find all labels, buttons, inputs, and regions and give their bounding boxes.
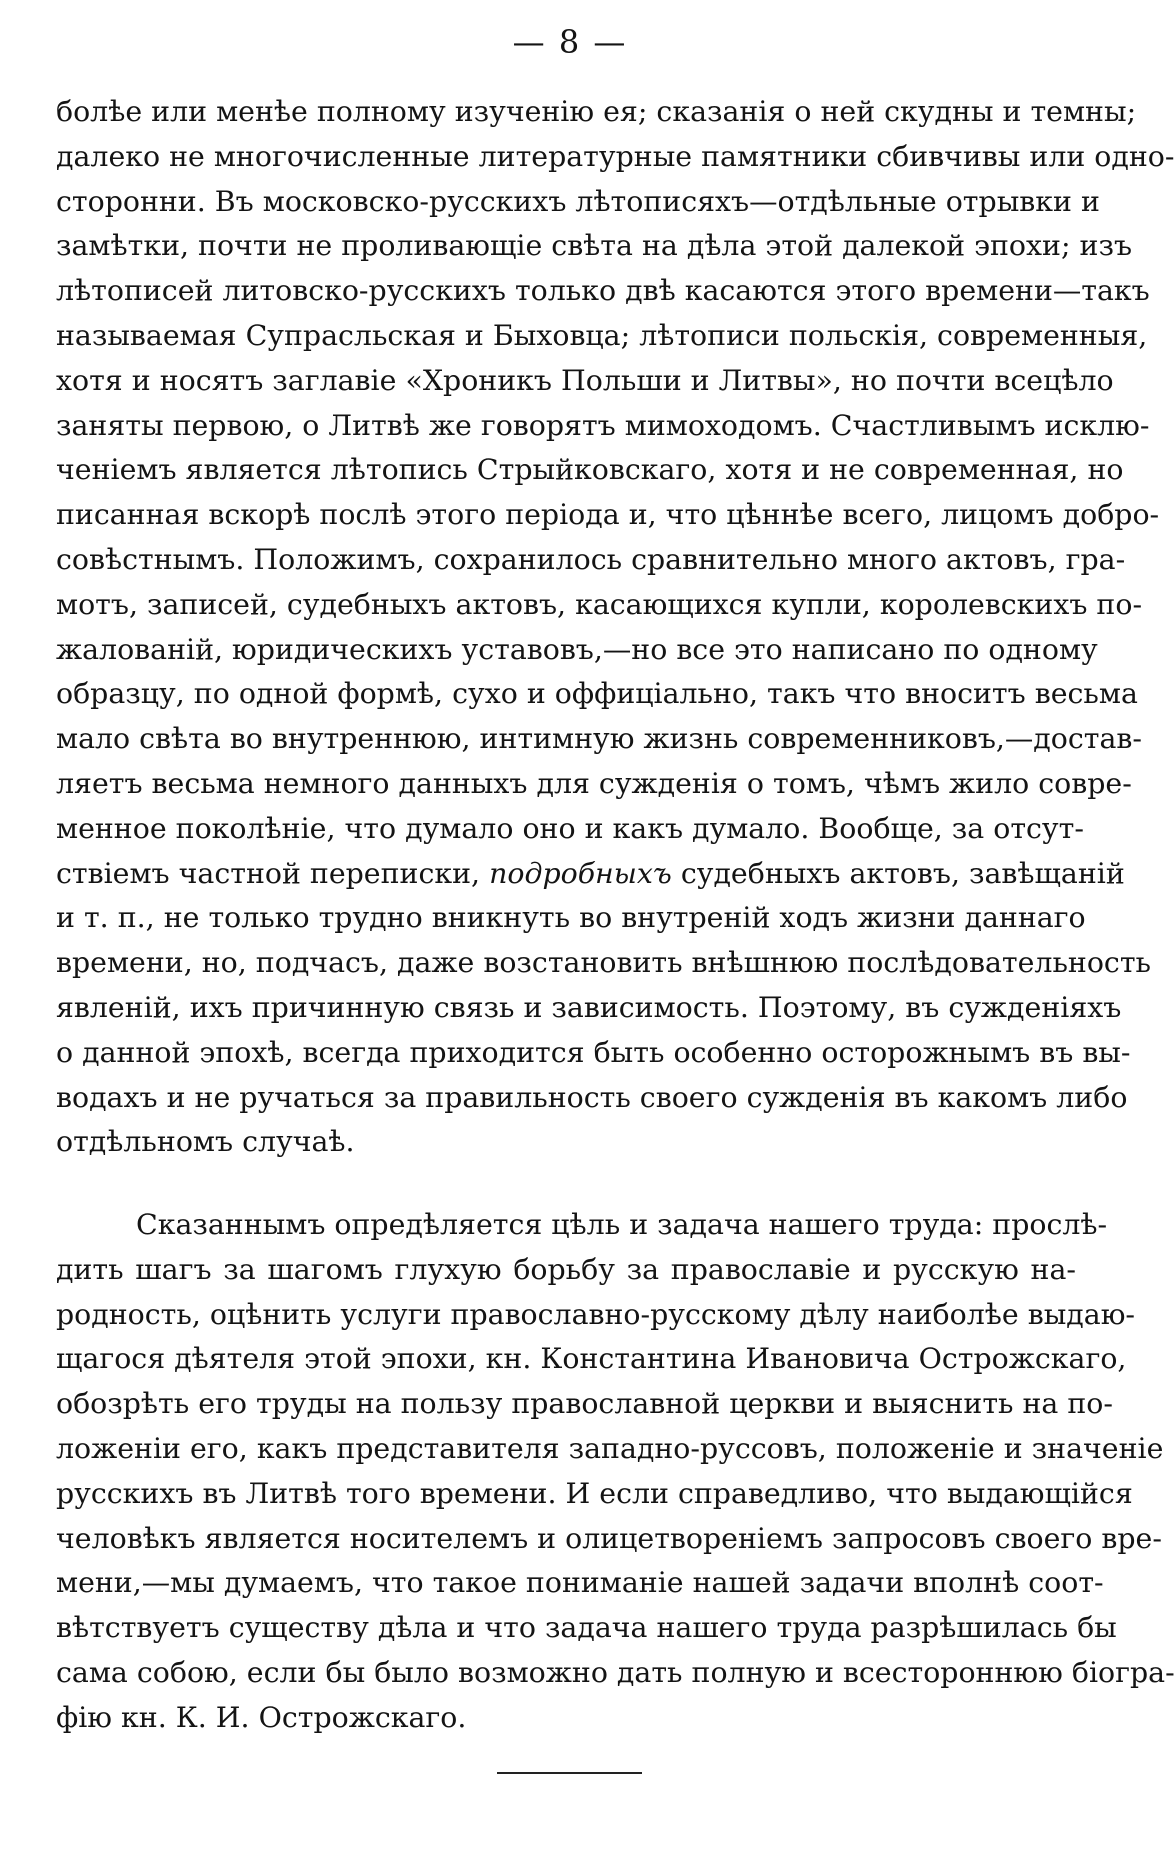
text-line: фію кн. К. И. Острожскаго. [56,1700,467,1734]
text-line: совѣстнымъ. Положимъ, сохранилось сравнительно много актовъ, гра- [56,542,1126,576]
text-line: и т. п., не только трудно вникнуть во внутреній ходъ жизни даннаго [56,901,1086,935]
text-line: называемая Супрасльская и Быховца; лѣтописи польскія, современныя, [56,318,1148,352]
text-line: водахъ и не ручаться за правильность своего сужденія въ какомъ либо [56,1080,1128,1114]
text-line: о данной эпохѣ, всегда приходится быть особенно осторожнымъ въ вы- [56,1035,1131,1069]
text-line-with-italic [56,852,1125,897]
text-line: щагося дѣятеля этой эпохи, кн. Константина Ивановича Острожскаго, [56,1342,1127,1376]
text-line: замѣтки, почти не проливающіе свѣта на дѣла этой далекой эпохи; изъ [56,229,1133,263]
text-line: писанная вскорѣ послѣ этого періода и, что цѣннѣе всего, лицомъ добро- [56,498,1160,532]
text-line: ложеніи его, какъ представителя западно-руссовъ, положеніе и значеніе [56,1431,1164,1465]
text-line: ляетъ весьма немного данныхъ для сужденія о томъ, чѣмъ жило совре- [56,766,1132,800]
text-line: сама собою, если бы было возможно дать полную и всестороннюю біогра- [56,1655,1175,1689]
text-segment: судебныхъ актовъ, завѣщаній [680,856,1125,890]
text-line: явленій, ихъ причинную связь и зависимость. Поэтому, въ сужденіяхъ [56,990,1122,1024]
italic-word: подробныхъ [489,856,672,890]
text-line: Сказаннымъ опредѣляется цѣль и задача нашего труда: прослѣ- [136,1208,1108,1241]
text-line: лѣтописей литовско-русскихъ только двѣ касаются этого времени—такъ [56,274,1150,308]
page-number: — 8 — [512,23,628,61]
text-line: времени, но, подчасъ, даже возстановить внѣшнюю послѣдовательность [56,946,1151,980]
paragraph-2 [56,1203,1175,1741]
text-line: русскихъ въ Литвѣ того времени. И если справедливо, что выдающійся [56,1476,1133,1510]
text-line: хотя и носятъ заглавіе «Хроникъ Польши и Литвы», но почти всецѣло [56,363,1114,397]
text-line: менное поколѣніе, что думало оно и какъ думало. Вообще, за отсут- [56,811,1084,845]
text-line: заняты первою, о Литвѣ же говорятъ мимоходомъ. Счастливымъ исклю- [56,408,1150,442]
text-line: дить шагъ за шагомъ глухую борьбу за православіе и русскую на- [56,1252,1076,1286]
text-line: обозрѣть его труды на пользу православной церкви и выяснить на по- [56,1387,1113,1421]
text-line: мени,—мы думаемъ, что такое пониманіе нашей задачи вполнѣ соот- [56,1566,1104,1600]
text-line: далеко не многочисленные литературные памятники сбивчивы или одно- [56,139,1175,173]
text-line: вѣтствуетъ существу дѣла и что задача нашего труда разрѣшилась бы [56,1611,1117,1645]
text-line: мотъ, записей, судебныхъ актовъ, касающихся купли, королевскихъ по- [56,587,1143,621]
text-line: родность, оцѣнить услуги православно-русскому дѣлу наиболѣе выдаю- [56,1297,1136,1331]
text-line: отдѣльномъ случаѣ. [56,1125,355,1159]
text-line: образцу, по одной формѣ, сухо и оффиціально, такъ что вноситъ весьма [56,677,1138,711]
text-line: болѣе или менѣе полному изученію ея; сказанія о ней скудны и темны; [56,95,1137,128]
text-line: жалованій, юридическихъ уставовъ,—но все это написано по одному [56,632,1098,666]
text-line: сторонни. Въ московско-русскихъ лѣтописяхъ—отдѣльные отрывки и [56,184,1100,218]
text-segment: ствіемъ частной переписки, [56,856,481,890]
paragraph-1 [56,90,1175,1165]
text-line: мало свѣта во внутреннюю, интимную жизнь современниковъ,—достав- [56,722,1142,756]
text-line: человѣкъ является носителемъ и олицетвореніемъ запросовъ своего вре- [56,1521,1162,1555]
end-rule-divider [497,1772,642,1774]
text-line: ченіемъ является лѣтопись Стрыйковскаго, хотя и не современная, но [56,453,1124,487]
